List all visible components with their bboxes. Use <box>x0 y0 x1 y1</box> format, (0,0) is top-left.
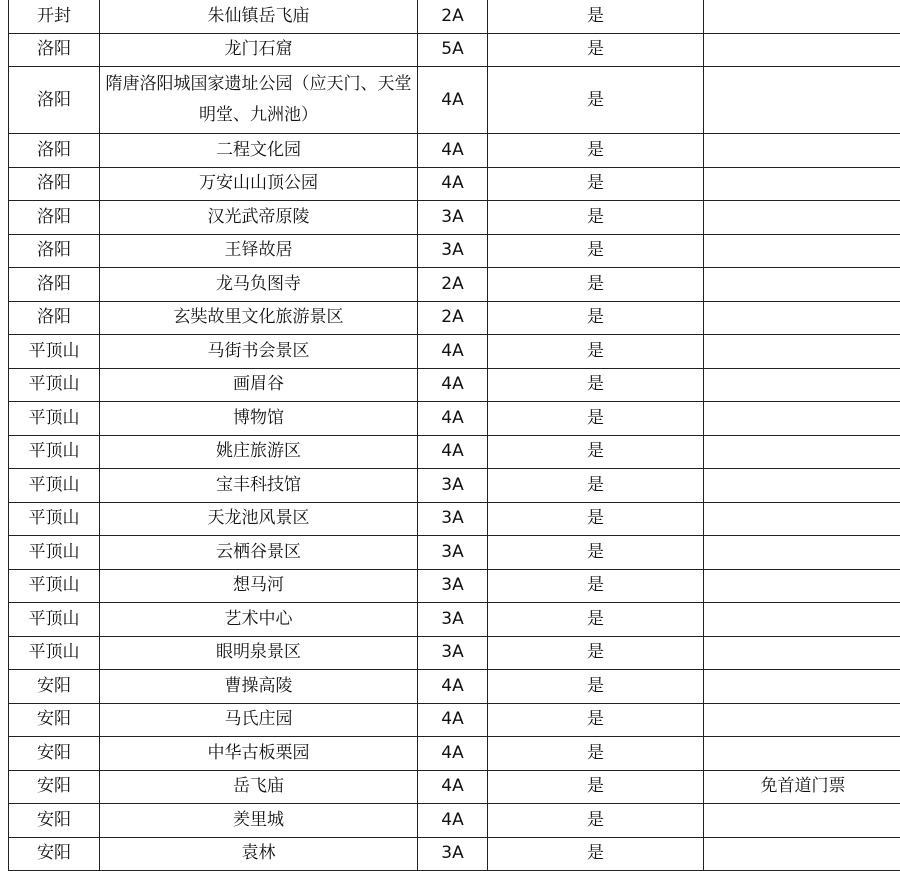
level-cell: 3A <box>418 603 488 637</box>
note-cell <box>704 502 900 536</box>
scenic-name-cell: 曹操高陵 <box>100 670 418 704</box>
city-cell: 平顶山 <box>9 368 100 402</box>
free-admission-cell: 是 <box>488 837 704 871</box>
level-cell: 4A <box>418 703 488 737</box>
scenic-name-cell: 万安山山顶公园 <box>100 167 418 201</box>
level-cell: 3A <box>418 536 488 570</box>
level-cell: 4A <box>418 67 488 134</box>
level-cell: 4A <box>418 134 488 168</box>
city-cell: 安阳 <box>9 804 100 838</box>
city-cell: 洛阳 <box>9 67 100 134</box>
free-admission-cell: 是 <box>488 536 704 570</box>
level-cell: 4A <box>418 167 488 201</box>
table-row <box>9 804 900 838</box>
city-cell: 洛阳 <box>9 234 100 268</box>
scenic-name-cell: 二程文化园 <box>100 134 418 168</box>
scenic-name-cell: 龙马负图寺 <box>100 268 418 302</box>
city-cell: 平顶山 <box>9 435 100 469</box>
note-cell <box>704 569 900 603</box>
scenic-name-cell: 画眉谷 <box>100 368 418 402</box>
scenic-name-cell: 云栖谷景区 <box>100 536 418 570</box>
city-cell: 洛阳 <box>9 268 100 302</box>
level-cell: 2A <box>418 268 488 302</box>
level-cell: 4A <box>418 368 488 402</box>
level-cell: 3A <box>418 469 488 503</box>
level-cell: 4A <box>418 670 488 704</box>
level-cell: 3A <box>418 502 488 536</box>
free-admission-cell: 是 <box>488 268 704 302</box>
note-cell <box>704 167 900 201</box>
free-admission-cell: 是 <box>488 234 704 268</box>
table-row <box>9 770 900 804</box>
city-cell: 安阳 <box>9 837 100 871</box>
note-cell <box>704 703 900 737</box>
city-cell: 平顶山 <box>9 402 100 436</box>
note-cell <box>704 0 900 33</box>
city-cell: 平顶山 <box>9 569 100 603</box>
city-cell: 开封 <box>9 0 100 33</box>
free-admission-cell: 是 <box>488 167 704 201</box>
scenic-name-cell: 龙门石窟 <box>100 33 418 67</box>
level-cell: 3A <box>418 636 488 670</box>
level-cell: 3A <box>418 234 488 268</box>
free-admission-cell: 是 <box>488 33 704 67</box>
level-cell: 4A <box>418 335 488 369</box>
free-admission-cell: 是 <box>488 737 704 771</box>
note-cell <box>704 67 900 134</box>
city-cell: 洛阳 <box>9 134 100 168</box>
table-row <box>9 402 900 436</box>
scenic-name-cell: 天龙池风景区 <box>100 502 418 536</box>
scenic-name-cell: 朱仙镇岳飞庙 <box>100 0 418 33</box>
scenic-name-cell: 马街书会景区 <box>100 335 418 369</box>
note-cell <box>704 301 900 335</box>
table-row <box>9 234 900 268</box>
note-cell <box>704 402 900 436</box>
free-admission-cell: 是 <box>488 368 704 402</box>
table-row <box>9 670 900 704</box>
scenic-name-cell: 袁林 <box>100 837 418 871</box>
scenic-spots-table <box>8 0 900 871</box>
free-admission-cell: 是 <box>488 335 704 369</box>
note-cell <box>704 837 900 871</box>
scenic-name-cell: 马氏庄园 <box>100 703 418 737</box>
scenic-name-cell: 眼明泉景区 <box>100 636 418 670</box>
table-row <box>9 502 900 536</box>
free-admission-cell: 是 <box>488 402 704 436</box>
level-cell: 2A <box>418 301 488 335</box>
note-cell <box>704 804 900 838</box>
table-row <box>9 368 900 402</box>
free-admission-cell: 是 <box>488 569 704 603</box>
free-admission-cell: 是 <box>488 435 704 469</box>
free-admission-cell: 是 <box>488 201 704 235</box>
city-cell: 安阳 <box>9 703 100 737</box>
scenic-name-cell: 姚庄旅游区 <box>100 435 418 469</box>
city-cell: 平顶山 <box>9 636 100 670</box>
note-cell <box>704 435 900 469</box>
city-cell: 洛阳 <box>9 301 100 335</box>
table-row <box>9 636 900 670</box>
note-cell <box>704 368 900 402</box>
level-cell: 4A <box>418 737 488 771</box>
note-cell <box>704 33 900 67</box>
note-cell <box>704 636 900 670</box>
table-row <box>9 67 900 134</box>
note-cell <box>704 201 900 235</box>
city-cell: 安阳 <box>9 770 100 804</box>
table-row <box>9 268 900 302</box>
city-cell: 平顶山 <box>9 536 100 570</box>
scenic-name-cell: 王铎故居 <box>100 234 418 268</box>
table-row <box>9 134 900 168</box>
table-row <box>9 167 900 201</box>
city-cell: 洛阳 <box>9 201 100 235</box>
free-admission-cell: 是 <box>488 703 704 737</box>
level-cell: 4A <box>418 435 488 469</box>
city-cell: 安阳 <box>9 737 100 771</box>
table-row <box>9 301 900 335</box>
scenic-name-cell: 艺术中心 <box>100 603 418 637</box>
scenic-name-cell: 岳飞庙 <box>100 770 418 804</box>
free-admission-cell: 是 <box>488 0 704 33</box>
free-admission-cell: 是 <box>488 603 704 637</box>
free-admission-cell: 是 <box>488 67 704 134</box>
note-cell <box>704 469 900 503</box>
free-admission-cell: 是 <box>488 502 704 536</box>
free-admission-cell: 是 <box>488 670 704 704</box>
table-row <box>9 201 900 235</box>
table-row <box>9 0 900 33</box>
level-cell: 4A <box>418 770 488 804</box>
table-row <box>9 569 900 603</box>
level-cell: 2A <box>418 0 488 33</box>
city-cell: 洛阳 <box>9 33 100 67</box>
free-admission-cell: 是 <box>488 134 704 168</box>
table-row <box>9 435 900 469</box>
note-cell <box>704 670 900 704</box>
free-admission-cell: 是 <box>488 770 704 804</box>
note-cell <box>704 737 900 771</box>
table-body <box>9 0 900 871</box>
scenic-name-cell: 玄奘故里文化旅游景区 <box>100 301 418 335</box>
level-cell: 4A <box>418 804 488 838</box>
note-cell <box>704 134 900 168</box>
table-row <box>9 33 900 67</box>
level-cell: 3A <box>418 201 488 235</box>
scenic-name-cell: 想马河 <box>100 569 418 603</box>
note-cell: 免首道门票 <box>704 770 900 804</box>
table-row <box>9 837 900 871</box>
free-admission-cell: 是 <box>488 636 704 670</box>
table-row <box>9 335 900 369</box>
scenic-name-cell: 羑里城 <box>100 804 418 838</box>
city-cell: 平顶山 <box>9 502 100 536</box>
level-cell: 5A <box>418 33 488 67</box>
level-cell: 3A <box>418 569 488 603</box>
table-row <box>9 703 900 737</box>
scenic-name-cell: 博物馆 <box>100 402 418 436</box>
level-cell: 4A <box>418 402 488 436</box>
city-cell: 平顶山 <box>9 335 100 369</box>
table-row <box>9 469 900 503</box>
note-cell <box>704 536 900 570</box>
note-cell <box>704 603 900 637</box>
scenic-name-cell: 宝丰科技馆 <box>100 469 418 503</box>
free-admission-cell: 是 <box>488 804 704 838</box>
note-cell <box>704 234 900 268</box>
table-row <box>9 737 900 771</box>
table-row <box>9 536 900 570</box>
free-admission-cell: 是 <box>488 469 704 503</box>
note-cell <box>704 268 900 302</box>
city-cell: 安阳 <box>9 670 100 704</box>
city-cell: 平顶山 <box>9 469 100 503</box>
table-row <box>9 603 900 637</box>
scenic-name-cell: 中华古板栗园 <box>100 737 418 771</box>
scenic-name-cell: 隋唐洛阳城国家遗址公园（应天门、天堂明堂、九洲池） <box>100 67 418 134</box>
city-cell: 平顶山 <box>9 603 100 637</box>
level-cell: 3A <box>418 837 488 871</box>
scenic-name-cell: 汉光武帝原陵 <box>100 201 418 235</box>
city-cell: 洛阳 <box>9 167 100 201</box>
free-admission-cell: 是 <box>488 301 704 335</box>
note-cell <box>704 335 900 369</box>
